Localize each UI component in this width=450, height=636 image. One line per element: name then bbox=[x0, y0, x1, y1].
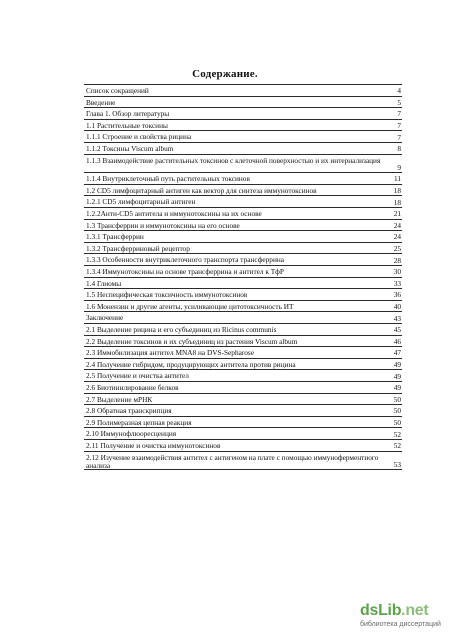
toc-entry-page: 11 bbox=[393, 174, 401, 184]
toc-entry-title: 1.3.4 Иммунотоксины на основе трансферрина и антител к ТфР bbox=[86, 267, 284, 276]
toc-entry-title: 2.9 Полимеразная цепная реакция bbox=[86, 418, 192, 427]
toc-entry-page: 50 bbox=[393, 406, 401, 416]
toc-entry-title: 1.3.2 Трансферриновый рецептор bbox=[86, 244, 190, 253]
toc-entry-page: 4 bbox=[397, 86, 401, 96]
toc-entry-title: 2.5 Получение и очистка антител bbox=[86, 372, 189, 381]
toc-entry-page: 9 bbox=[397, 162, 401, 172]
toc-entry-page: 18 bbox=[393, 197, 401, 207]
toc-entry-page: 30 bbox=[393, 267, 401, 277]
toc-entry-title: 2.11 Получение и очистка иммунотоксинов bbox=[86, 441, 221, 450]
toc-entry-title: 2.3 Иммобилизация антител MNA8 на DVS-Sepharose bbox=[86, 349, 254, 358]
toc-entry-title: 2.6 Биотинилирование белков bbox=[86, 383, 179, 392]
toc-entry-page: 45 bbox=[393, 325, 401, 335]
toc-entry-page: 43 bbox=[393, 313, 401, 323]
toc-entry-title: 2.1 Выделение рицина и его субъединиц из Ricinus communis bbox=[86, 325, 277, 334]
toc-entry-page: 28 bbox=[393, 255, 401, 265]
toc-entry-page: 53 bbox=[393, 459, 401, 469]
toc-entry-title: 1.3 Трансферрин и иммунотоксины на его основе bbox=[86, 221, 240, 230]
toc-entry-page: 40 bbox=[393, 301, 401, 311]
watermark-brand: dsLib.net bbox=[360, 602, 429, 619]
toc-entry-page: 7 bbox=[397, 109, 401, 119]
toc-entry bbox=[84, 154, 402, 174]
toc-entry-page: 36 bbox=[393, 290, 401, 300]
toc-entry-page: 49 bbox=[393, 383, 401, 393]
toc-entry-page: 8 bbox=[397, 144, 401, 154]
toc-entry-page: 24 bbox=[393, 220, 401, 230]
toc-entry-page: 49 bbox=[393, 359, 401, 369]
toc-entry-title: 2.8 Обратная транскрипция bbox=[86, 407, 172, 416]
toc-entry-page: 52 bbox=[393, 441, 401, 451]
toc-entry-title: 1.3.1 Трансферрин bbox=[86, 233, 144, 242]
toc-entry-title: 1.1.3 Взаимодействие растительных токсинов с клеточной поверхностью и их интернализация bbox=[86, 155, 381, 165]
toc-entry-page: 46 bbox=[393, 336, 401, 346]
watermark-logo bbox=[360, 602, 446, 632]
toc-entry-title: Заключение bbox=[86, 314, 124, 323]
toc-entry-page: 18 bbox=[393, 185, 401, 195]
toc-entry bbox=[84, 451, 402, 471]
toc-entry-title: 1.3.3 Особенности внутриклеточного транспорта трансферрина bbox=[86, 256, 285, 265]
toc-entry-title: 1.1.2 Токсины Viscum album bbox=[86, 145, 174, 153]
toc-entry-title: 2.7 Выделение мРНК bbox=[86, 395, 153, 404]
toc-entry-title: 1.1.4 Внутриклеточный путь растительных токсинов bbox=[86, 175, 250, 184]
toc-entry-page: 25 bbox=[393, 243, 401, 253]
watermark-subtitle: библиотека диссертаций bbox=[360, 621, 441, 628]
toc-entry-page: 5 bbox=[397, 97, 401, 107]
toc-entry-page: 24 bbox=[393, 232, 401, 242]
toc-entry-title: 1.2.1 CD5 лимфоцитарный антиген bbox=[86, 198, 196, 207]
toc-entry-page: 7 bbox=[397, 132, 401, 142]
toc-entry-page: 49 bbox=[393, 371, 401, 381]
toc-entry-page: 21 bbox=[393, 209, 401, 219]
toc-entry-title: 2.2 Выделение токсинов и их субъединиц из растения Viscum album bbox=[86, 337, 298, 346]
toc-entry-page: 50 bbox=[393, 394, 401, 404]
toc-entry-title: 2.10 Иммунофлюоресценция bbox=[86, 430, 177, 439]
toc-entry-page: 7 bbox=[397, 121, 401, 130]
toc-entry-title: Введение bbox=[86, 98, 116, 107]
toc-entry-title: 1.2 CD5 лимфоцитарный антиген как вектор для синтеза иммунотоксинов bbox=[86, 186, 317, 195]
toc-entry-page: 52 bbox=[393, 429, 401, 439]
toc-entry-title: 2.12 Изучение взаимодействия антител с антигеном на плате с помощью иммуноферментного анализа bbox=[86, 452, 379, 470]
toc-entry-title: 1.6 Монензин и другие агенты, усиливающие цитотоксичность ИТ bbox=[86, 302, 294, 311]
toc-entry-title: 1.1.1 Строение и свойства рицина bbox=[86, 133, 192, 142]
toc-entry-title: 1.2.2Анти-CD5 антитела и иммунотоксины на их основе bbox=[86, 209, 262, 218]
toc-entry-page: 33 bbox=[393, 278, 401, 288]
toc-entry-title: 2.4 Получение гибридом, продуцирующих антитела против рицина bbox=[86, 360, 296, 369]
toc-entry-title: Список сокращений bbox=[86, 87, 149, 95]
toc-entry-title: Глава 1. Обзор литературы bbox=[86, 110, 170, 119]
page-title: Содержание. bbox=[192, 68, 258, 80]
toc-entry-page: 47 bbox=[393, 348, 401, 358]
toc-bottom-rule bbox=[84, 469, 402, 470]
toc-entry-title: 1.4 Глиомы bbox=[86, 279, 122, 288]
toc-entry-title: 1.5 Неспецифическая токсичность иммунотоксинов bbox=[86, 291, 248, 300]
toc-entry-title: 1.1 Растительные токсины bbox=[86, 121, 168, 130]
toc-entry-page: 50 bbox=[393, 417, 401, 427]
